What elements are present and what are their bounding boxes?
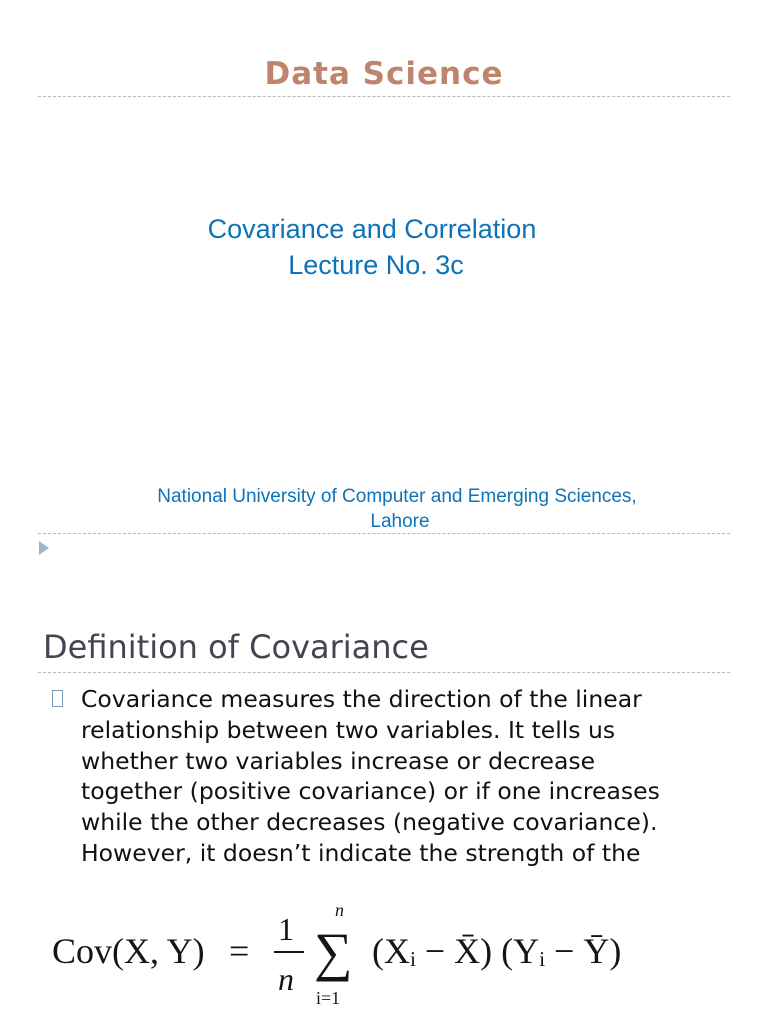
sum-symbol: ∑ (314, 922, 353, 982)
formula-equals: = (229, 931, 250, 971)
paragraph-line: Covariance measures the direction of the linear (81, 685, 642, 713)
sum-lower-limit: i=1 (316, 988, 341, 1008)
lecture-number: Lecture No. 3c (288, 250, 464, 280)
heading-divider (38, 672, 730, 673)
bullet-square-icon (52, 690, 63, 707)
footer-divider (38, 533, 730, 534)
formula-term: (Xᵢ − X̄) (Yᵢ − Ȳ) (372, 931, 622, 971)
paragraph-line: relationship between two variables. It tells us (81, 715, 616, 744)
paragraph-line: whether two variables increase or decrease (81, 746, 596, 775)
definition-paragraph (81, 684, 741, 868)
sum-upper-limit: n (335, 900, 344, 920)
lecture-topic: Covariance and Correlation (207, 214, 537, 244)
section-heading: Definition of Covariance (43, 628, 429, 666)
paragraph-line: together (positive covariance) or if one increases (81, 777, 660, 806)
formula-lhs: Cov(X, Y) (52, 931, 205, 971)
title-divider (38, 96, 730, 97)
paragraph-line: However, it doesn’t indicate the strength of the (81, 838, 641, 867)
institution-city: Lahore (370, 511, 430, 532)
formula-denominator: n (278, 961, 294, 997)
play-arrow-icon (39, 541, 49, 555)
institution-name: National University of Computer and Emerging Sciences, (157, 486, 637, 507)
paragraph-line: while the other decreases (negative covariance). (81, 808, 658, 837)
slide-title: Data Science (264, 56, 504, 92)
covariance-formula (52, 896, 692, 1014)
formula-numerator: 1 (278, 911, 294, 947)
